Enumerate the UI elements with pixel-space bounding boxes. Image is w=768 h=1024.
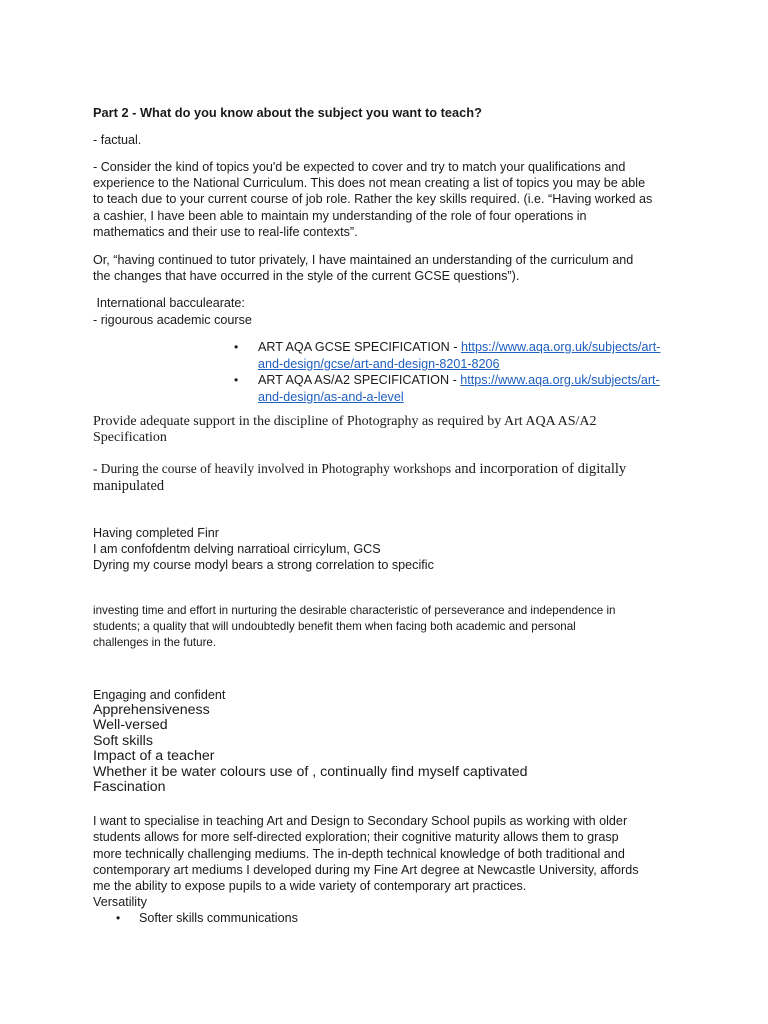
keyword-item: Well-versed <box>93 717 168 733</box>
spec-bullet-item <box>258 339 660 355</box>
bullet-icon: • <box>234 373 239 387</box>
paragraph-line: mathematics and their use to real-life contexts”. <box>93 225 358 239</box>
final-bullet-item: Softer skills communications <box>139 911 298 925</box>
keyword-item: Fascination <box>93 779 166 795</box>
aqa-gcse-link-continued[interactable]: and-design/gcse/art-and-design-8201-8206 <box>258 357 500 371</box>
bullet-icon: • <box>234 340 239 354</box>
paragraph-line: investing time and effort in nurturing the desirable characteristic of perseverance and independence in <box>93 604 616 617</box>
keyword-item: Whether it be water colours use of , continually find myself captivated <box>93 764 528 780</box>
course-text: - During the course of heavily involved in Photography workshops <box>93 461 452 476</box>
paragraph-line: contemporary art mediums I developed during my Fine Art degree at Newcastle University, affords <box>93 863 639 877</box>
keyword-item: Soft skills <box>93 733 153 749</box>
paragraph-line: experience to the National Curriculum. This does not mean creating a list of topics you may be able <box>93 176 646 190</box>
aqa-gcse-link[interactable]: https://www.aqa.org.uk/subjects/art- <box>460 340 661 354</box>
paragraph-line: I want to specialise in teaching Art and Design to Secondary School pupils as working with older <box>93 814 628 828</box>
paragraph-line: challenges in the future. <box>93 636 217 649</box>
paragraph-line: to teach due to your current course of job role. Rather the key skills required. (i.e. “Having worked as <box>93 192 653 206</box>
keyword-item: Impact of a teacher <box>93 748 215 764</box>
paragraph-line: the changes that have occurred in the style of the current GCSE questions”). <box>93 269 520 283</box>
paragraph-line: Specification <box>93 430 167 445</box>
paragraph-line: a cashier, I have been able to maintain my understanding of the role of four operations in <box>93 209 587 223</box>
spec-label: ART AQA GCSE SPECIFICATION - <box>258 340 461 354</box>
paragraph-line: International bacculearate: <box>93 296 245 310</box>
paragraph-line: - Consider the kind of topics you'd be expected to cover and try to match your qualifications and <box>93 160 626 174</box>
course-text-continued: and incorporation of digitally <box>451 461 627 477</box>
factual-note: - factual. <box>93 133 142 147</box>
keyword-item: Apprehensiveness <box>93 702 210 718</box>
versatility-note: Versatility <box>93 895 147 909</box>
engaging-note: Engaging and confident <box>93 688 226 702</box>
paragraph-line: Having completed Finr <box>93 526 219 540</box>
paragraph-line: students; a quality that will undoubtedly benefit them when facing both academic and personal <box>93 620 576 633</box>
paragraph-line: Provide adequate support in the discipline of Photography as required by Art AQA AS/A2 <box>93 414 597 429</box>
paragraph-line: Or, “having continued to tutor privately, I have maintained an understanding of the curriculum and <box>93 253 634 267</box>
spec-bullet-continuation <box>258 389 404 405</box>
aqa-as-a2-link[interactable]: https://www.aqa.org.uk/subjects/art- <box>460 373 660 387</box>
bullet-icon: • <box>116 911 121 925</box>
spec-label: ART AQA AS/A2 SPECIFICATION - <box>258 373 461 387</box>
paragraph-line: I am confofdentm delving narratioal cirricylum, GCS <box>93 542 381 556</box>
paragraph-line: more technically challenging mediums. The in-depth technical knowledge of both traditional and <box>93 847 625 861</box>
paragraph-line: me the ability to expose pupils to a wide variety of contemporary art practices. <box>93 879 527 893</box>
paragraph-line: manipulated <box>93 478 165 494</box>
spec-bullet-continuation <box>258 356 500 372</box>
paragraph-line: Dyring my course modyl bears a strong correlation to specific <box>93 558 434 572</box>
paragraph-line: students allows for more self-directed exploration; their cognitive maturity allows them to grasp <box>93 830 619 844</box>
aqa-as-a2-link-continued[interactable]: and-design/as-and-a-level <box>258 390 404 404</box>
section-heading: Part 2 - What do you know about the subject you want to teach? <box>93 105 482 120</box>
paragraph-line <box>93 460 626 479</box>
spec-bullet-item <box>258 372 660 388</box>
paragraph-line: - rigourous academic course <box>93 313 252 327</box>
